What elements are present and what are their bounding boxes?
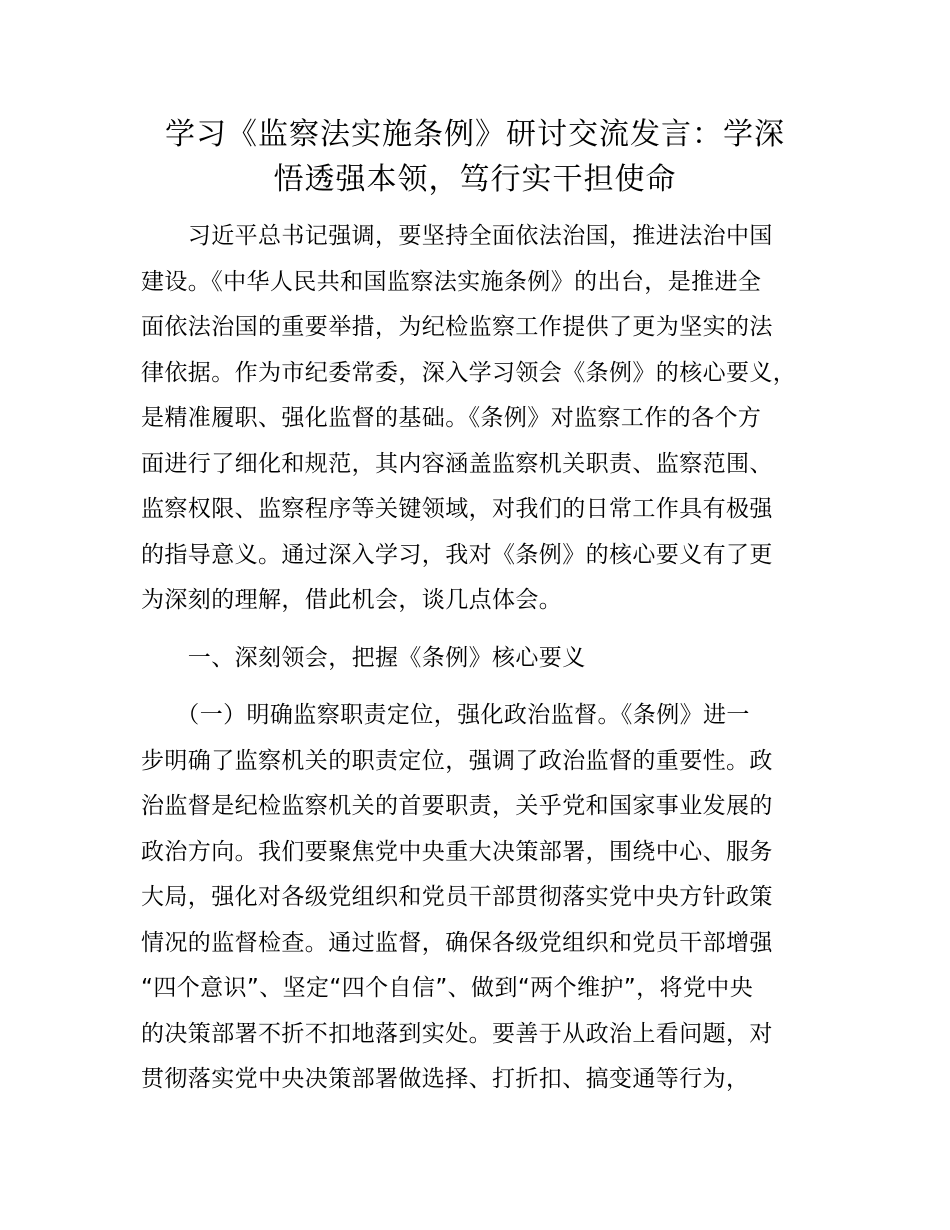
text-line: （一）明确监察职责定位，强化政治监督。《条例》进一: [141, 702, 750, 728]
text-line: 步明确了监察机关的职责定位，强调了政治监督的重要性。政: [141, 747, 773, 774]
text-line: 情况的监督检查。通过监督，确保各级党组织和党员干部增强: [141, 929, 773, 956]
document-title: [120, 112, 830, 202]
text-line: 监察权限、监察程序等关键领域，对我们的日常工作具有极强: [141, 496, 773, 522]
text-line: 是精准履职、强化监督的基础。《条例》对监察工作的各个方: [141, 405, 762, 431]
text-line: 的指导意义。通过深入学习，我对《条例》的核心要义有了更: [141, 541, 773, 568]
text-line: 贯彻落实党中央决策部署做选择、打折扣、搞变通等行为，: [141, 1066, 750, 1092]
paragraph-political-supervision: [141, 693, 831, 1103]
title-line-2: 悟透强本领，笃行实干担使命: [273, 162, 677, 197]
paragraph-intro: [141, 214, 831, 624]
document-body: [141, 214, 831, 1103]
text-line: 律依据。作为市纪委常委，深入学习领会《条例》的核心要义，: [141, 359, 797, 386]
text-line: 的决策部署不折不扣地落到实处。要善于从政治上看问题，对: [141, 1020, 773, 1047]
text-line: 面进行了细化和规范，其内容涵盖监察机关职责、监察范围、: [141, 450, 773, 477]
text-line: 面依法治国的重要举措，为纪检监察工作提供了更为坚实的法: [141, 314, 773, 340]
text-line: 建设。《中华人民共和国监察法实施条例》的出台，是推进全: [141, 268, 762, 295]
title-line-1: 学习《监察法实施条例》研讨交流发言：学深: [165, 117, 785, 152]
text-line: 政治方向。我们要聚焦党中央重大决策部署，围绕中心、服务: [141, 838, 773, 865]
text-line: “四个意识”、坚定“四个自信”、做到“两个维护”，将党中央: [141, 975, 754, 1001]
text-line: 治监督是纪检监察机关的首要职责，关乎党和国家事业发展的: [141, 793, 773, 819]
text-line: 大局，强化对各级党组织和党员干部贯彻落实党中央方针政策: [141, 884, 773, 910]
section-heading: 一、深刻领会，把握《条例》核心要义: [141, 644, 586, 671]
text-line: 习近平总书记强调，要坚持全面依法治国，推进法治中国: [141, 223, 773, 249]
text-line: 为深刻的理解，借此机会，谈几点体会。: [141, 587, 563, 613]
